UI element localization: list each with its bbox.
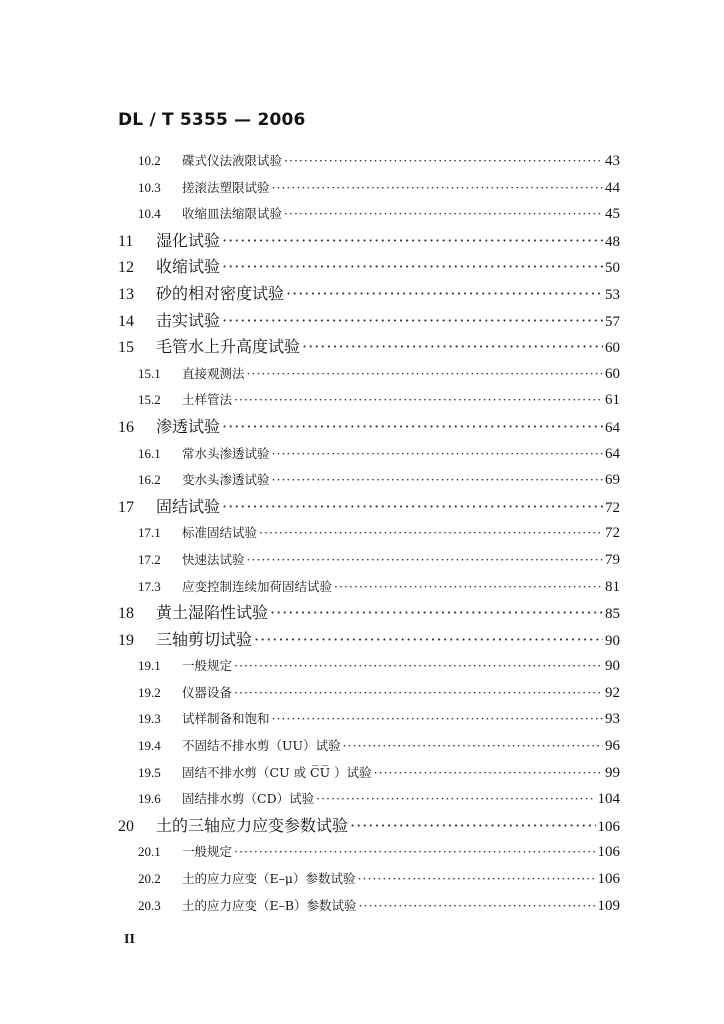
toc-entry-title: 直接观测法 — [182, 365, 245, 381]
toc-entry-page: 109 — [597, 897, 620, 914]
toc-entry-page: 72 — [605, 525, 620, 542]
toc-entry-title: 一般规定 — [182, 844, 233, 860]
toc-leader-dots — [284, 201, 603, 228]
toc-entry-number: 10.3 — [138, 179, 161, 195]
toc-entry-page: 85 — [605, 606, 620, 623]
document-code-header: DL / T 5355 — 2006 — [118, 110, 306, 130]
toc-chapter-entry[interactable] — [118, 494, 620, 521]
toc-leader-dots — [350, 813, 595, 840]
toc-entry-number: 13 — [118, 285, 134, 303]
toc-chapter-entry[interactable] — [118, 254, 620, 281]
toc-entry-title: 收缩试验 — [156, 257, 221, 277]
toc-entry-title: 砂的相对密度试验 — [156, 283, 285, 303]
toc-entry-title: 快速法试验 — [182, 551, 245, 567]
toc-entry-title: 击实试验 — [156, 310, 221, 330]
toc-entry-page: 104 — [597, 791, 620, 808]
toc-entry-number: 19.6 — [138, 791, 161, 807]
toc-chapter-entry[interactable] — [118, 813, 620, 840]
toc-entry-number: 17.2 — [138, 551, 161, 567]
toc-section-entry[interactable] — [118, 201, 620, 228]
toc-entry-page: 53 — [605, 286, 620, 303]
toc-leader-dots — [272, 175, 603, 202]
toc-section-entry[interactable] — [118, 760, 620, 787]
toc-leader-dots — [316, 786, 595, 813]
toc-section-entry[interactable] — [118, 574, 620, 601]
toc-entry-page: 44 — [605, 179, 620, 196]
toc-section-entry[interactable] — [118, 148, 620, 175]
toc-entry-title: 固结排水剪（CD）试验 — [182, 791, 315, 807]
toc-leader-dots — [234, 839, 595, 866]
toc-section-entry[interactable] — [118, 441, 620, 468]
toc-leader-dots — [222, 308, 603, 335]
toc-leader-dots — [247, 547, 603, 574]
toc-entry-title: 碟式仪法液限试验 — [182, 153, 283, 168]
toc-entry-title: 湿化试验 — [156, 230, 221, 250]
toc-leader-dots — [247, 361, 603, 388]
toc-entry-page: 96 — [605, 738, 620, 755]
toc-entry-title: 土样管法 — [182, 392, 233, 408]
toc-section-entry[interactable] — [118, 839, 620, 866]
toc-entry-number: 20.3 — [138, 897, 161, 913]
toc-leader-dots — [286, 281, 603, 308]
toc-section-entry[interactable] — [118, 361, 620, 388]
toc-entry-number: 17.1 — [138, 525, 161, 541]
toc-entry-page: 99 — [605, 764, 620, 781]
toc-entry-page: 92 — [605, 684, 620, 701]
toc-entry-title: 固结试验 — [156, 496, 221, 516]
toc-entry-title: 收缩皿法缩限试验 — [182, 206, 283, 222]
toc-chapter-entry[interactable] — [118, 334, 620, 361]
toc-chapter-entry[interactable] — [118, 228, 620, 255]
toc-section-entry[interactable] — [118, 786, 620, 813]
toc-leader-dots — [358, 866, 596, 893]
toc-entry-number: 19.2 — [138, 684, 161, 700]
toc-leader-dots — [374, 760, 603, 787]
toc-entry-title: 土的应力应变（E–B）参数试验 — [182, 897, 357, 913]
toc-leader-dots — [334, 574, 603, 601]
toc-entry-number: 17 — [118, 498, 134, 516]
toc-entry-number: 14 — [118, 312, 134, 330]
toc-entry-page: 57 — [605, 313, 620, 330]
toc-entry-page: 43 — [605, 153, 620, 169]
toc-entry-page: 106 — [597, 844, 620, 861]
toc-entry-number: 10.2 — [138, 153, 161, 168]
toc-section-entry[interactable] — [118, 547, 620, 574]
toc-entry-title: 土的三轴应力应变参数试验 — [156, 815, 349, 835]
toc-entry-number: 20.2 — [138, 871, 161, 887]
toc-entry-number: 16.1 — [138, 445, 161, 461]
toc-section-entry[interactable] — [118, 387, 620, 414]
toc-entry-number: 10.4 — [138, 206, 161, 222]
toc-leader-dots — [222, 414, 603, 441]
toc-leader-dots — [359, 893, 596, 920]
toc-entry-page: 106 — [597, 871, 620, 888]
toc-entry-page: 61 — [605, 392, 620, 409]
toc-entry-number: 19 — [118, 631, 134, 649]
toc-entry-page: 48 — [605, 233, 620, 250]
toc-entry-title: 变水头渗透试验 — [182, 472, 270, 488]
toc-entry-title: 土的应力应变（E–μ）参数试验 — [182, 871, 356, 887]
toc-chapter-entry[interactable] — [118, 414, 620, 441]
toc-entry-title: 仪器设备 — [182, 684, 233, 700]
toc-entry-number: 15.1 — [138, 365, 161, 381]
toc-entry-page: 106 — [597, 818, 620, 835]
toc-entry-number: 19.4 — [138, 738, 161, 754]
toc-entry-page: 72 — [605, 499, 620, 516]
toc-leader-dots — [272, 441, 603, 468]
toc-leader-dots — [270, 600, 603, 627]
toc-entry-title: 常水头渗透试验 — [182, 445, 270, 461]
toc-entry-page: 60 — [605, 365, 620, 382]
toc-entry-page: 45 — [605, 206, 620, 223]
toc-section-entry[interactable] — [118, 467, 620, 494]
toc-entry-title: 渗透试验 — [156, 416, 221, 436]
toc-chapter-entry[interactable] — [118, 281, 620, 308]
toc-leader-dots — [284, 148, 603, 175]
toc-leader-dots — [302, 334, 603, 361]
toc-entry-title: 固结不排水剪（CU 或 C̅U̅ ）试验 — [182, 764, 372, 780]
toc-section-entry[interactable] — [118, 175, 620, 202]
toc-entry-page: 81 — [605, 578, 620, 595]
toc-entry-number: 12 — [118, 259, 134, 277]
toc-entry-number: 20.1 — [138, 844, 161, 860]
toc-leader-dots — [259, 520, 603, 547]
toc-leader-dots — [222, 254, 603, 281]
toc-entry-number: 16.2 — [138, 472, 161, 488]
toc-leader-dots — [222, 228, 603, 255]
toc-leader-dots — [272, 467, 603, 494]
toc-entry-number: 19.5 — [138, 764, 161, 780]
toc-entry-page: 64 — [605, 419, 620, 436]
toc-leader-dots — [343, 733, 603, 760]
toc-entry-page: 93 — [605, 711, 620, 728]
toc-entry-number: 17.3 — [138, 578, 161, 594]
toc-leader-dots — [222, 494, 603, 521]
table-of-contents — [118, 148, 620, 919]
toc-entry-title: 试样制备和饱和 — [182, 711, 270, 727]
toc-section-entry[interactable] — [118, 653, 620, 680]
toc-section-entry[interactable] — [118, 520, 620, 547]
toc-leader-dots — [234, 387, 603, 414]
toc-entry-number: 19.3 — [138, 711, 161, 727]
toc-entry-title: 不固结不排水剪（UU）试验 — [182, 738, 341, 754]
toc-entry-title: 一般规定 — [182, 658, 233, 674]
toc-entry-number: 20 — [118, 817, 134, 835]
toc-section-entry[interactable] — [118, 680, 620, 707]
toc-entry-page: 90 — [605, 632, 620, 649]
toc-chapter-entry[interactable] — [118, 600, 620, 627]
toc-entry-title: 搓滚法塑限试验 — [182, 179, 270, 195]
toc-leader-dots — [272, 706, 603, 733]
toc-section-entry[interactable] — [118, 706, 620, 733]
toc-entry-page: 60 — [605, 340, 620, 357]
toc-entry-number: 15.2 — [138, 392, 161, 408]
toc-entry-page: 90 — [605, 658, 620, 675]
toc-entry-title: 三轴剪切试验 — [156, 629, 253, 649]
toc-entry-page: 79 — [605, 551, 620, 568]
toc-section-entry[interactable] — [118, 733, 620, 760]
toc-entry-number: 11 — [118, 232, 134, 250]
toc-section-entry[interactable] — [118, 893, 620, 920]
toc-leader-dots — [234, 653, 603, 680]
toc-entry-title: 黄土湿陷性试验 — [156, 603, 269, 623]
toc-entry-number: 15 — [118, 339, 134, 357]
toc-entry-number: 16 — [118, 418, 134, 436]
toc-entry-title: 应变控制连续加荷固结试验 — [182, 578, 333, 594]
toc-entry-page: 69 — [605, 472, 620, 489]
toc-entry-number: 19.1 — [138, 658, 161, 674]
toc-leader-dots — [234, 680, 603, 707]
toc-entry-page: 50 — [605, 260, 620, 277]
toc-entry-number: 18 — [118, 605, 134, 623]
toc-entry-title: 标准固结试验 — [182, 525, 258, 541]
toc-leader-dots — [254, 627, 603, 654]
toc-section-entry[interactable] — [118, 866, 620, 893]
page-number-marker: II — [124, 932, 135, 947]
toc-entry-title: 毛管水上升高度试验 — [156, 337, 301, 357]
toc-chapter-entry[interactable] — [118, 627, 620, 654]
toc-chapter-entry[interactable] — [118, 308, 620, 335]
toc-entry-page: 64 — [605, 445, 620, 462]
